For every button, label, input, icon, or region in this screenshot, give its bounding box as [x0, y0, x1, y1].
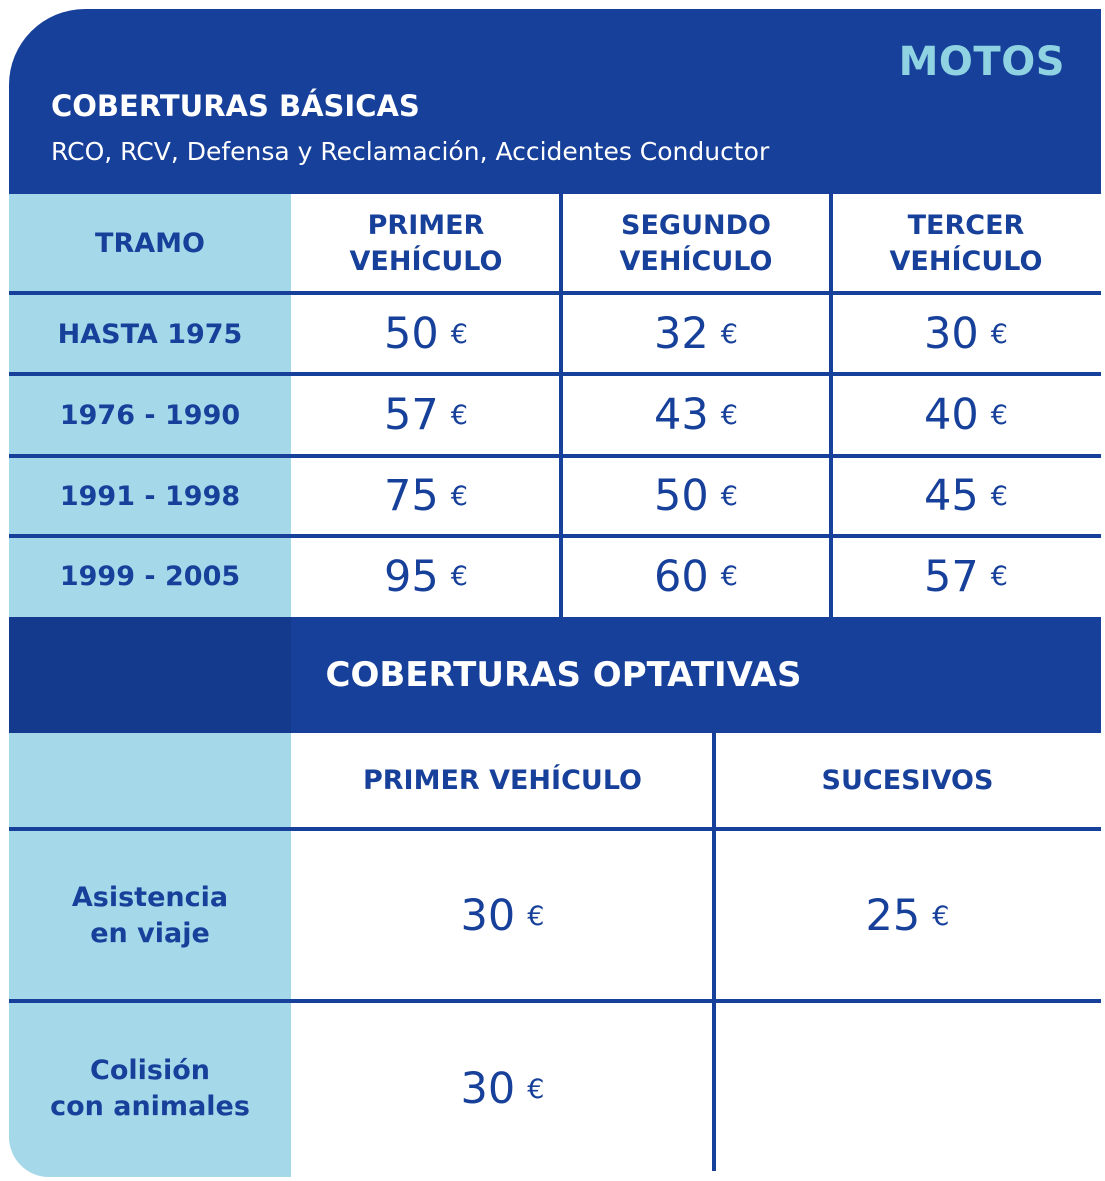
euro-symbol: € [990, 480, 1008, 512]
row-divider [9, 372, 1101, 376]
optional-title: COBERTURAS OPTATIVAS [325, 655, 802, 695]
price-value: 32 [654, 309, 709, 359]
table-row-label: 1976 - 1990 [59, 399, 241, 431]
price-cell [291, 294, 561, 374]
price-value: 30 [924, 309, 979, 359]
euro-symbol: € [932, 900, 950, 932]
col-header-second [561, 194, 831, 294]
table-row-label: 1999 - 2005 [59, 561, 241, 592]
price-value: 45 [924, 471, 979, 521]
price-value: 30 [460, 891, 516, 941]
column-divider [712, 733, 716, 1171]
price-cell [831, 294, 1101, 374]
col-header-first [291, 194, 561, 294]
col-header-first-line2: VEHÍCULO [349, 246, 503, 277]
col-header-second-line2: VEHÍCULO [619, 246, 773, 277]
row-divider [9, 999, 1101, 1003]
euro-symbol: € [720, 399, 738, 431]
col-header-third-line1: TERCER [907, 210, 1025, 242]
column-divider [559, 194, 563, 617]
header-subtitle: RCO, RCV, Defensa y Reclamación, Accidentes Conductor [51, 137, 770, 166]
price-value: 50 [384, 309, 439, 359]
header-title: COBERTURAS BÁSICAS [51, 89, 420, 123]
price-cell [831, 374, 1101, 456]
price-value: 43 [654, 390, 709, 440]
opt-col-header-successive: SUCESIVOS [821, 765, 994, 797]
col-header-first-line1: PRIMER [367, 210, 485, 242]
col-header-tramo-text: TRAMO [95, 228, 205, 260]
price-cell [714, 831, 1101, 1001]
row-divider [9, 454, 1101, 458]
price-value: 40 [924, 390, 979, 440]
price-value: 25 [865, 891, 921, 941]
price-cell [291, 831, 714, 1001]
euro-symbol: € [450, 399, 468, 431]
opt-row-label-line2: en viaje [90, 918, 210, 949]
euro-symbol: € [990, 399, 1008, 431]
price-cell [291, 1001, 714, 1177]
euro-symbol: € [720, 561, 738, 592]
price-value: 57 [924, 551, 979, 602]
price-value: 50 [654, 471, 709, 521]
pricing-card [9, 9, 1101, 1177]
euro-symbol: € [720, 480, 738, 512]
euro-symbol: € [527, 1073, 545, 1105]
price-value: 95 [384, 551, 439, 602]
price-cell [831, 536, 1101, 617]
price-cell [561, 374, 831, 456]
col-header-third [831, 194, 1101, 294]
header [9, 9, 1101, 194]
price-value: 60 [654, 551, 709, 602]
opt-row-label [9, 831, 291, 1001]
price-cell [561, 294, 831, 374]
euro-symbol: € [990, 318, 1008, 350]
price-cell [291, 456, 561, 536]
price-value: 30 [460, 1064, 516, 1114]
euro-symbol: € [450, 318, 468, 350]
row-divider [9, 291, 1101, 295]
optional-band-side [9, 617, 291, 733]
price-cell [831, 456, 1101, 536]
euro-symbol: € [527, 900, 545, 932]
euro-symbol: € [450, 561, 468, 592]
opt-row-label [9, 1001, 291, 1177]
row-divider [9, 534, 1101, 538]
price-cell-empty [714, 1001, 1101, 1177]
price-value: 57 [384, 390, 439, 440]
col-header-second-line1: SEGUNDO [621, 210, 771, 242]
euro-symbol: € [990, 561, 1008, 592]
opt-row-label-line2: con animales [50, 1091, 250, 1122]
price-cell [291, 536, 561, 617]
col-header-tramo [9, 194, 291, 294]
price-cell [561, 536, 831, 617]
col-header-third-line2: VEHÍCULO [889, 246, 1043, 277]
table-row-label: HASTA 1975 [57, 318, 243, 350]
row-divider [9, 827, 1101, 831]
category-label: MOTOS [898, 39, 1065, 85]
opt-row-label-line1: Asistencia [71, 882, 229, 914]
opt-col-header-first: PRIMER VEHÍCULO [362, 765, 643, 797]
euro-symbol: € [450, 480, 468, 512]
price-cell [291, 374, 561, 456]
price-value: 75 [384, 471, 439, 521]
column-divider [829, 194, 833, 617]
table-row-label: 1991 - 1998 [59, 480, 241, 512]
price-cell [561, 456, 831, 536]
euro-symbol: € [720, 318, 738, 350]
opt-row-label-line1: Colisión [90, 1055, 210, 1087]
